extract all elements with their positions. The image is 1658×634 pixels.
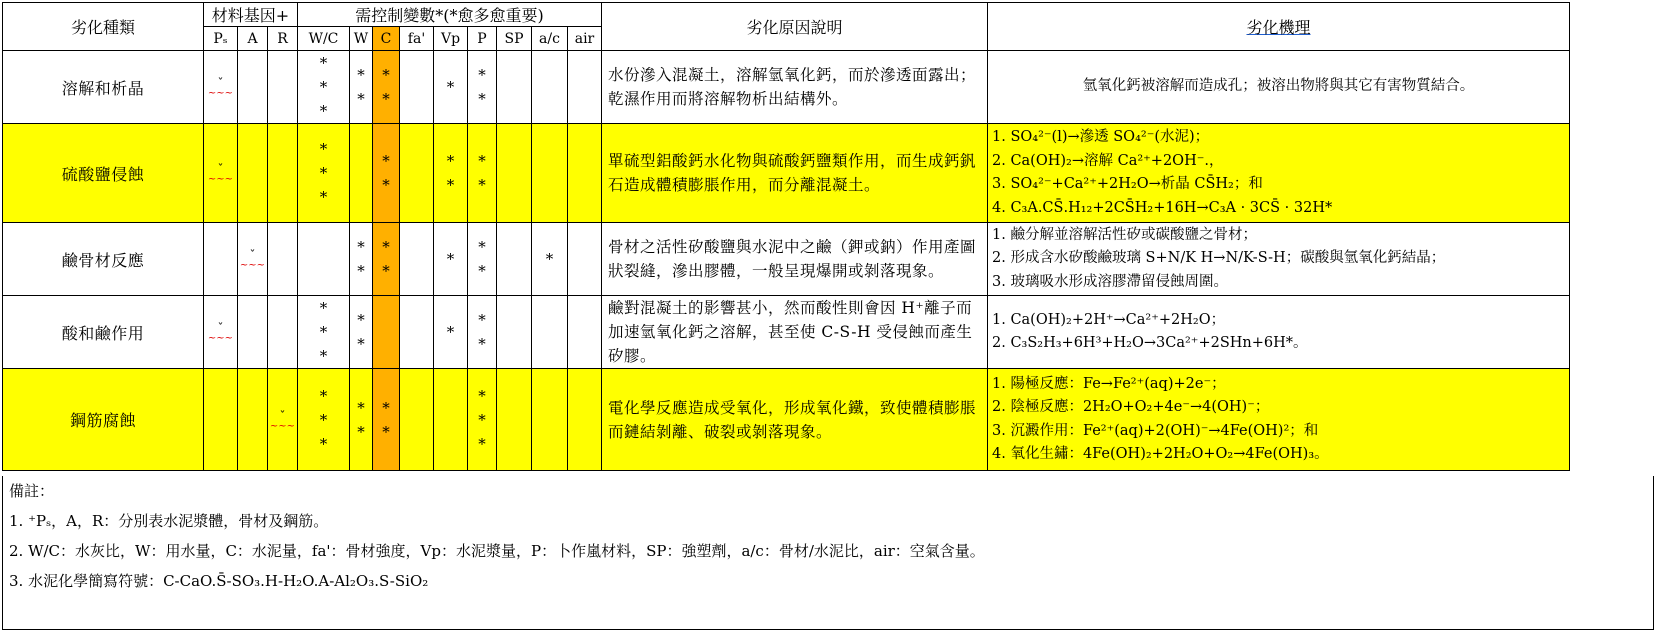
asterisk-mark: * <box>382 90 390 108</box>
gene-check-mark: ˇ <box>249 248 256 262</box>
var-cell <box>373 223 400 296</box>
gene-cell <box>204 124 238 223</box>
notes-title: 備註： <box>9 482 55 500</box>
asterisk-mark: * <box>357 335 365 353</box>
asterisk-mark: * <box>357 311 365 329</box>
gene-cell <box>238 296 268 369</box>
var-cell <box>434 51 468 124</box>
gene-cell <box>268 223 298 296</box>
var-cell <box>298 124 350 223</box>
asterisk-mark: * <box>319 164 328 182</box>
var-cell <box>298 296 350 369</box>
var-cell <box>400 51 434 124</box>
mechanism-line: 3. 玻璃吸水形成溶膠滯留侵蝕周圍。 <box>992 273 1228 290</box>
var-cell <box>350 369 373 471</box>
note-line-2: 2. W/C：水灰比，W：用水量，C：水泥量，fa'：骨材強度，Vp：水泥漿量，P：卜作嵐材料，SP：強塑劑，a/c：骨材/水泥比，air：空氣含量。 <box>9 542 985 560</box>
mechanism-line: 2. 形成含水矽酸鹼玻璃 S+N/K H→N/K-S-H；碳酸與氫氧化鈣結晶； <box>992 250 1446 267</box>
row-type-name: 溶解和析晶 <box>3 51 204 124</box>
asterisk-mark: * <box>478 410 486 429</box>
gene-cell <box>204 51 238 124</box>
spellcheck-underline: ~~~ <box>207 333 234 344</box>
var-cell <box>468 223 497 296</box>
asterisk-mark: * <box>478 335 486 353</box>
var-cell <box>568 369 602 471</box>
var-cell <box>400 296 434 369</box>
var-cell <box>468 51 497 124</box>
row-type-name: 鹼骨材反應 <box>3 223 204 296</box>
asterisk-mark: * <box>382 422 390 441</box>
row-cause: 骨材之活性矽酸鹽與水泥中之鹼（鉀或鈉）作用產圖狀裂縫，滲出膠體，一般呈現爆開或剝落現象。 <box>602 223 988 296</box>
table-row <box>3 124 1570 223</box>
deterioration-table <box>2 2 1570 471</box>
var-cell <box>532 296 568 369</box>
header-var-2: C <box>373 27 400 51</box>
header-material-gene: 材料基因+ <box>204 3 298 27</box>
header-var-8: air <box>568 27 602 51</box>
var-cell <box>568 223 602 296</box>
mechanism-line: 4. C₃A.CS̄.H₁₂+2CS̄H₂+16H→C₃A · 3CS̄ · 32H* <box>992 199 1333 216</box>
asterisk-mark: * <box>319 102 328 120</box>
var-cell <box>434 124 468 223</box>
var-cell <box>350 124 373 223</box>
gene-cell <box>268 124 298 223</box>
asterisk-mark: * <box>446 323 455 341</box>
note-line-1: 1. ⁺Pₛ，A，R：分別表水泥漿體，骨材及鋼筋。 <box>9 512 329 530</box>
row-type-name: 鋼筋腐蝕 <box>3 369 204 471</box>
asterisk-mark: * <box>478 176 486 194</box>
header-gene-0: Pₛ <box>204 27 238 51</box>
gene-check-mark: ˇ <box>217 76 224 90</box>
var-cell <box>373 124 400 223</box>
header-var-0: W/C <box>298 27 350 51</box>
asterisk-mark: * <box>319 188 328 206</box>
asterisk-mark: * <box>382 238 390 256</box>
var-cell <box>434 369 468 471</box>
gene-cell <box>268 296 298 369</box>
header-var-5: P <box>468 27 497 51</box>
asterisk-mark: * <box>478 152 486 170</box>
var-cell <box>298 369 350 471</box>
asterisk-mark: * <box>446 250 455 268</box>
var-cell <box>497 124 532 223</box>
asterisk-mark: * <box>319 78 328 96</box>
var-cell <box>568 51 602 124</box>
var-cell <box>400 369 434 471</box>
var-cell <box>350 223 373 296</box>
row-cause: 單硫型鋁酸鈣水化物與硫酸鈣鹽類作用，而生成鈣釩石造成體積膨脹作用，而分離混凝土。 <box>602 124 988 223</box>
mechanism-line: 3. 沉澱作用：Fe²⁺(aq)+2(OH)⁻→4Fe(OH)²；和 <box>992 422 1319 439</box>
var-cell <box>532 369 568 471</box>
asterisk-mark: * <box>446 176 455 194</box>
asterisk-mark: * <box>446 78 455 96</box>
asterisk-mark: * <box>382 66 390 84</box>
header-var-4: Vp <box>434 27 468 51</box>
header-type: 劣化種類 <box>3 3 204 51</box>
table-row <box>3 296 1570 369</box>
note-line-3: 3. 水泥化學簡寫符號：C-CaO.S̄-SO₃.H-H₂O.A-Al₂O₃.S-SiO₂ <box>9 572 429 590</box>
row-type-name: 酸和鹼作用 <box>3 296 204 369</box>
row-mechanism <box>988 296 1570 369</box>
var-cell <box>497 296 532 369</box>
header-mechanism: 劣化機理 <box>988 3 1570 51</box>
mechanism-line: 3. SO₄²⁻+Ca²⁺+2H₂O→析晶 CS̄H₂；和 <box>992 176 1263 192</box>
asterisk-mark: * <box>382 176 390 194</box>
header-var-1: W <box>350 27 373 51</box>
asterisk-mark: * <box>319 140 328 158</box>
row-mechanism <box>988 51 1570 124</box>
gene-cell <box>238 369 268 471</box>
var-cell <box>532 223 568 296</box>
row-mechanism <box>988 124 1570 223</box>
gene-check-mark: ˇ <box>279 408 286 423</box>
asterisk-mark: * <box>478 90 486 108</box>
row-cause: 電化學反應造成受氧化，形成氧化鐵，致使體積膨脹而鏈結剝離、破裂或剝落現象。 <box>602 369 988 471</box>
asterisk-mark: * <box>478 262 486 280</box>
var-cell <box>350 51 373 124</box>
asterisk-mark: * <box>382 262 390 280</box>
var-cell <box>568 296 602 369</box>
table-row <box>3 369 1570 471</box>
var-cell <box>298 51 350 124</box>
header-control-variables: 需控制變數*(*愈多愈重要) <box>298 3 602 27</box>
mechanism-line: 1. Ca(OH)₂+2H⁺→Ca²⁺+2H₂O； <box>992 311 1226 328</box>
mechanism-line: 1. 鹼分解並溶解活性矽或碳酸鹽之骨材； <box>992 226 1257 243</box>
mechanism-line: 2. 陰極反應：2H₂O+O₂+4e⁻→4(OH)⁻； <box>992 399 1270 415</box>
var-cell <box>468 369 497 471</box>
table-row <box>3 223 1570 296</box>
gene-cell <box>268 51 298 124</box>
var-cell <box>373 296 400 369</box>
header-gene-1: A <box>238 27 268 51</box>
spellcheck-underline: ~~~ <box>269 420 296 432</box>
var-cell <box>400 223 434 296</box>
asterisk-mark: * <box>446 152 455 170</box>
var-cell <box>568 124 602 223</box>
mechanism-line: 1. 陽極反應：Fe→Fe²⁺(aq)+2e⁻； <box>992 375 1226 392</box>
asterisk-mark: * <box>478 434 486 453</box>
asterisk-mark: * <box>319 299 328 317</box>
mechanism-line: 2. C₃S₂H₃+6H³+H₂O→3Ca²⁺+2SHn+6H*。 <box>992 335 1308 351</box>
asterisk-mark: * <box>357 238 365 256</box>
gene-cell <box>238 51 268 124</box>
table-row <box>3 51 1570 124</box>
asterisk-mark: * <box>357 262 365 280</box>
mechanism-line: 2. Ca(OH)₂→溶解 Ca²⁺+2OH⁻.， <box>992 152 1224 169</box>
row-cause: 水份滲入混凝土，溶解氫氧化鈣，而於滲透面露出；乾濕作用而將溶解物析出結構外。 <box>602 51 988 124</box>
var-cell <box>497 51 532 124</box>
var-cell <box>400 124 434 223</box>
spellcheck-underline: ~~~ <box>207 88 234 99</box>
gene-cell <box>204 296 238 369</box>
asterisk-mark: * <box>319 410 328 429</box>
var-cell <box>298 223 350 296</box>
spellcheck-underline: ~~~ <box>239 260 266 271</box>
asterisk-mark: * <box>357 90 365 108</box>
asterisk-mark: * <box>478 238 486 256</box>
asterisk-mark: * <box>382 398 390 417</box>
header-gene-2: R <box>268 27 298 51</box>
asterisk-mark: * <box>319 54 328 72</box>
mechanism-line: 氫氧化鈣被溶解而造成孔；被溶出物將與其它有害物質結合。 <box>1082 78 1475 95</box>
notes-section <box>2 476 1654 630</box>
header-var-7: a/c <box>532 27 568 51</box>
spellcheck-underline: ~~~ <box>207 174 234 185</box>
gene-cell <box>238 124 268 223</box>
row-type-name: 硫酸鹽侵蝕 <box>3 124 204 223</box>
var-cell <box>434 223 468 296</box>
asterisk-mark: * <box>319 386 328 405</box>
asterisk-mark: * <box>319 434 328 453</box>
mechanism-line: 1. SO₄²⁻(l)→滲透 SO₄²⁻(水泥)； <box>992 129 1210 145</box>
asterisk-mark: * <box>319 323 328 341</box>
mechanism-line: 4. 氧化生鏽：4Fe(OH)₂+2H₂O+O₂→4Fe(OH)₃。 <box>992 446 1329 462</box>
asterisk-mark: * <box>478 311 486 329</box>
var-cell <box>532 51 568 124</box>
var-cell <box>373 51 400 124</box>
var-cell <box>497 369 532 471</box>
asterisk-mark: * <box>478 66 486 84</box>
gene-cell <box>204 223 238 296</box>
var-cell <box>468 296 497 369</box>
gene-cell <box>238 223 268 296</box>
var-cell <box>373 369 400 471</box>
asterisk-mark: * <box>357 422 365 441</box>
deterioration-table-container <box>2 2 1570 471</box>
header-cause: 劣化原因說明 <box>602 3 988 51</box>
asterisk-mark: * <box>357 66 365 84</box>
var-cell <box>532 124 568 223</box>
gene-check-mark: ˇ <box>217 321 224 335</box>
row-mechanism <box>988 369 1570 471</box>
row-mechanism <box>988 223 1570 296</box>
asterisk-mark: * <box>357 398 365 417</box>
table-body <box>3 51 1570 471</box>
gene-check-mark: ˇ <box>217 162 224 176</box>
var-cell <box>350 296 373 369</box>
var-cell <box>497 223 532 296</box>
gene-cell <box>268 369 298 471</box>
header-var-6: SP <box>497 27 532 51</box>
header-var-3: fa' <box>400 27 434 51</box>
asterisk-mark: * <box>545 250 554 268</box>
asterisk-mark: * <box>382 152 390 170</box>
asterisk-mark: * <box>319 347 328 365</box>
asterisk-mark: * <box>478 386 486 405</box>
var-cell <box>434 296 468 369</box>
row-cause: 鹼對混凝土的影響甚小，然而酸性則會因 H⁺離子而加速氫氧化鈣之溶解，甚至使 C-S-H 受侵蝕而產生矽膠。 <box>602 296 988 369</box>
gene-cell <box>204 369 238 471</box>
var-cell <box>468 124 497 223</box>
